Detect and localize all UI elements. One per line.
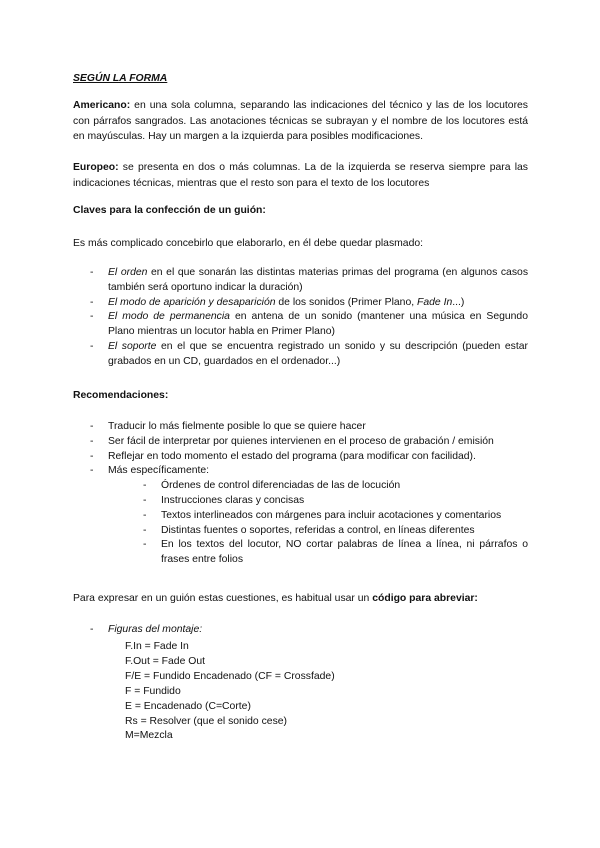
europeo-label: Europeo: [73, 162, 119, 173]
item-text: Distintas fuentes o soportes, referidas a control, en líneas diferentes [161, 524, 475, 536]
list-item [90, 310, 528, 340]
item-emphasis: El soporte [108, 340, 157, 352]
dash-marker: - [90, 267, 94, 278]
dash-marker: - [90, 311, 94, 323]
item-text: Instrucciones claras y concisas [161, 494, 305, 506]
item-text: en el que sonarán las distintas materias primas del programa (en algunos casos también será oportuno indicar la duración) [108, 267, 529, 293]
dash-marker: - [90, 450, 94, 462]
item-emphasis: El orden [108, 267, 148, 278]
list-item [90, 266, 528, 296]
dash-marker: - [143, 494, 147, 506]
sublist-item [143, 538, 528, 568]
sublist-item [143, 494, 528, 509]
code-line: F/E = Fundido Encadenado (CF = Crossfade) [125, 670, 335, 682]
item-text: Más específicamente: [108, 465, 210, 477]
europeo-paragraph [73, 160, 528, 191]
dash-marker: - [143, 539, 147, 551]
item-text: de los sonidos (Primer Plano, [275, 296, 418, 308]
dash-marker: - [90, 465, 94, 477]
europeo-text: se presenta en dos o más columnas. La de la izquierda se reserva siempre para las indicaciones técnicas, mientras que el resto son para el texto de los locutores [73, 162, 528, 189]
claves-heading: Claves para la confección de un guión: [73, 205, 266, 216]
claves-list [90, 266, 528, 370]
sublist-item [143, 524, 528, 539]
list-item [90, 450, 528, 465]
item-emphasis: El modo de aparición y desaparición [108, 296, 276, 308]
list-item [90, 420, 528, 435]
codes-list [125, 640, 335, 744]
code-line: F = Fundido [125, 685, 181, 697]
sublist-item [143, 509, 528, 524]
list-item [90, 435, 528, 450]
dash-marker: - [143, 480, 147, 492]
item-text: Ser fácil de interpretar por quienes intervienen en el proceso de grabación / emisión [108, 435, 494, 447]
list-item [90, 623, 528, 638]
item-text: Textos interlineados con márgenes para incluir acotaciones y comentarios [161, 509, 502, 521]
list-item [90, 296, 528, 311]
dash-marker: - [143, 509, 147, 521]
americano-paragraph [73, 98, 528, 145]
section-title: SEGÚN LA FORMA [73, 73, 168, 84]
code-line: F.Out = Fade Out [125, 655, 205, 667]
dash-marker: - [90, 296, 94, 308]
dash-marker: - [90, 421, 94, 432]
code-line: Rs = Resolver (que el sonido cese) [125, 715, 287, 727]
dash-marker: - [90, 435, 94, 447]
item-text: Traducir lo más fielmente posible lo que se quiere hacer [108, 421, 366, 432]
item-text: en antena de un sonido (mantener una música en Segundo Plano mientras un locutor habla en Primer Plano) [108, 311, 528, 338]
dash-marker: - [90, 624, 94, 635]
claves-intro: Es más complicado concebirlo que elaborarlo, en él debe quedar plasmado: [73, 238, 424, 249]
code-line: M=Mezcla [125, 730, 173, 742]
americano-label: Americano: [73, 100, 131, 111]
sublist-item [143, 479, 528, 494]
list-item [90, 464, 528, 568]
list-item [90, 340, 528, 370]
recomendaciones-heading: Recomendaciones: [73, 390, 169, 401]
recomendaciones-list [90, 420, 528, 568]
figuras-label: Figuras del montaje: [108, 624, 203, 635]
code-line: E = Encadenado (C=Corte) [125, 700, 251, 712]
item-emphasis: El modo de permanencia [108, 311, 230, 323]
dash-marker: - [90, 340, 94, 352]
item-text-2: ...) [452, 296, 465, 308]
dash-marker: - [143, 524, 147, 536]
codigo-text: Para expresar en un guión estas cuestiones, es habitual usar un [73, 593, 373, 604]
item-text: en el que se encuentra registrado un sonido y su descripción (pueden estar grabados en un CD, guardados en el ordenador...) [108, 340, 528, 367]
item-text: En los textos del locutor, NO cortar palabras de línea a línea, ni párrafos o frases entre folios [161, 539, 528, 566]
codigo-paragraph [73, 591, 528, 607]
item-emphasis-2: Fade In [417, 296, 453, 308]
item-text: Reflejar en todo momento el estado del programa (para modificar con facilidad). [108, 450, 476, 462]
figuras-list [90, 623, 528, 638]
code-line: F.In = Fade In [125, 641, 189, 652]
recomendaciones-sublist [108, 479, 528, 568]
item-text: Órdenes de control diferenciadas de las de locución [161, 480, 401, 492]
codigo-bold: código para abreviar: [372, 593, 478, 604]
americano-text: en una sola columna, separando las indicaciones del técnico y las de los locutores con párrafos sangrados. Las anotaciones técnicas se subrayan y el nombre de los locutores está en mayúsculas. Hay un margen a la izquierda para posibles modificaciones. [73, 100, 528, 142]
